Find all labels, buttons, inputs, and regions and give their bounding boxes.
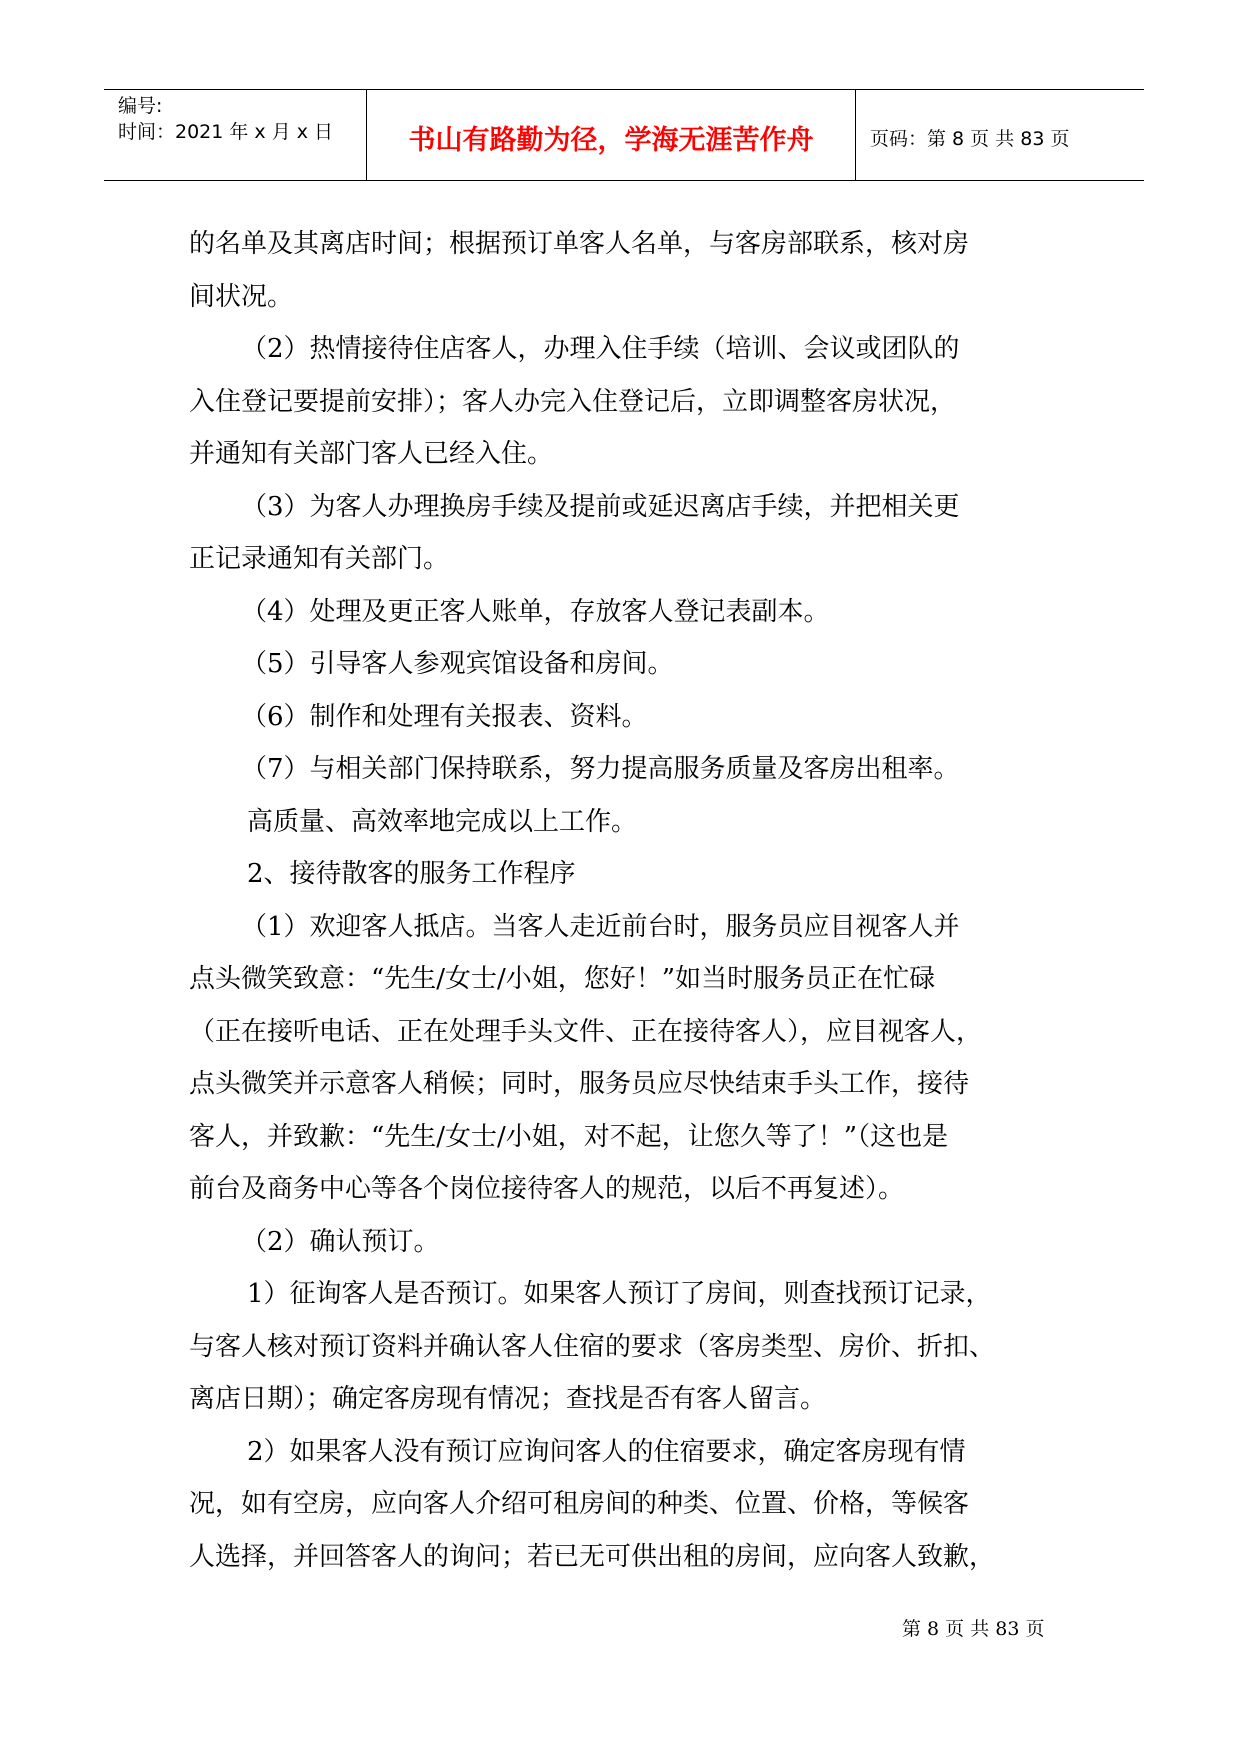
- paragraph-line: 离店日期）；确定客房现有情况；查找是否有客人留言。: [189, 1384, 827, 1414]
- paragraph-line: 并通知有关部门客人已经入住。: [189, 439, 554, 469]
- paragraph-line: （2）确认预订。: [241, 1226, 440, 1257]
- paragraph-line: 高质量、高效率地完成以上工作。: [247, 806, 638, 837]
- header-page-reference: 页码：第 8 页 共 83 页: [870, 128, 1070, 150]
- paragraph-line: 点头微笑并示意客人稍候；同时，服务员应尽快结束手头工作，接待: [189, 1069, 970, 1099]
- document-date: 时间：2021 年 x 月 x 日: [118, 121, 334, 143]
- paragraph-line: 入住登记要提前安排）；客人办完入住登记后，立即调整客房状况，: [189, 386, 957, 417]
- paragraph-line: （2）热情接待住店客人，办理入住手续（培训、会议或团队的: [241, 334, 960, 364]
- section-heading: 2、接待散客的服务工作程序: [247, 859, 576, 889]
- header-page-cell: [856, 90, 1144, 180]
- paragraph-line: 间状况。: [189, 281, 294, 312]
- paragraph-line: 人选择，并回答客人的询问；若已无可供出租的房间，应向客人致歉，: [189, 1541, 996, 1572]
- paragraph-line: （1）欢迎客人抵店。当客人走近前台时，服务员应目视客人并: [241, 911, 960, 942]
- paragraph-line: 1）征询客人是否预订。如果客人预订了房间，则查找预订记录，: [247, 1279, 992, 1309]
- paragraph-line: 前台及商务中心等各个岗位接待客人的规范，以后不再复述）。: [189, 1174, 905, 1204]
- document-body: [189, 218, 1059, 1583]
- paragraph-line: （4）处理及更正客人账单，存放客人登记表副本。: [241, 596, 830, 627]
- header-motto: 书山有路勤为径，学海无涯苦作舟: [408, 125, 814, 156]
- paragraph-line: 点头微笑致意：“先生/女士/小姐，您好！”如当时服务员正在忙碌: [189, 964, 936, 994]
- page-footer: 第 8 页 共 83 页: [902, 1618, 1045, 1640]
- paragraph-line: 客人，并致歉：“先生/女士/小姐，对不起，让您久等了！”（这也是: [189, 1121, 949, 1152]
- document-number-label: 编号:: [118, 95, 163, 117]
- paragraph-line: （5）引导客人参观宾馆设备和房间。: [241, 649, 674, 679]
- paragraph-line: （3）为客人办理换房手续及提前或延迟离店手续，并把相关更: [241, 491, 960, 522]
- page-header: [104, 89, 1144, 181]
- paragraph-line: （6）制作和处理有关报表、资料。: [241, 701, 648, 732]
- paragraph-line: 正记录通知有关部门。: [189, 544, 450, 574]
- header-motto-cell: [367, 90, 856, 180]
- paragraph-line: 2）如果客人没有预订应询问客人的住宿要求，确定客房现有情: [247, 1436, 966, 1467]
- header-meta-cell: [104, 90, 367, 180]
- paragraph-line: （正在接听电话、正在处理手头文件、正在接待客人），应目视客人，: [189, 1016, 983, 1047]
- paragraph-line: 况，如有空房，应向客人介绍可租房间的种类、位置、价格，等候客: [189, 1489, 970, 1519]
- paragraph-line: 与客人核对预订资料并确认客人住宿的要求（客房类型、房价、折扣、: [189, 1331, 996, 1362]
- paragraph-line: 的名单及其离店时间；根据预订单客人名单，与客房部联系，核对房: [189, 229, 970, 259]
- paragraph-line: （7）与相关部门保持联系，努力提高服务质量及客房出租率。: [241, 754, 960, 784]
